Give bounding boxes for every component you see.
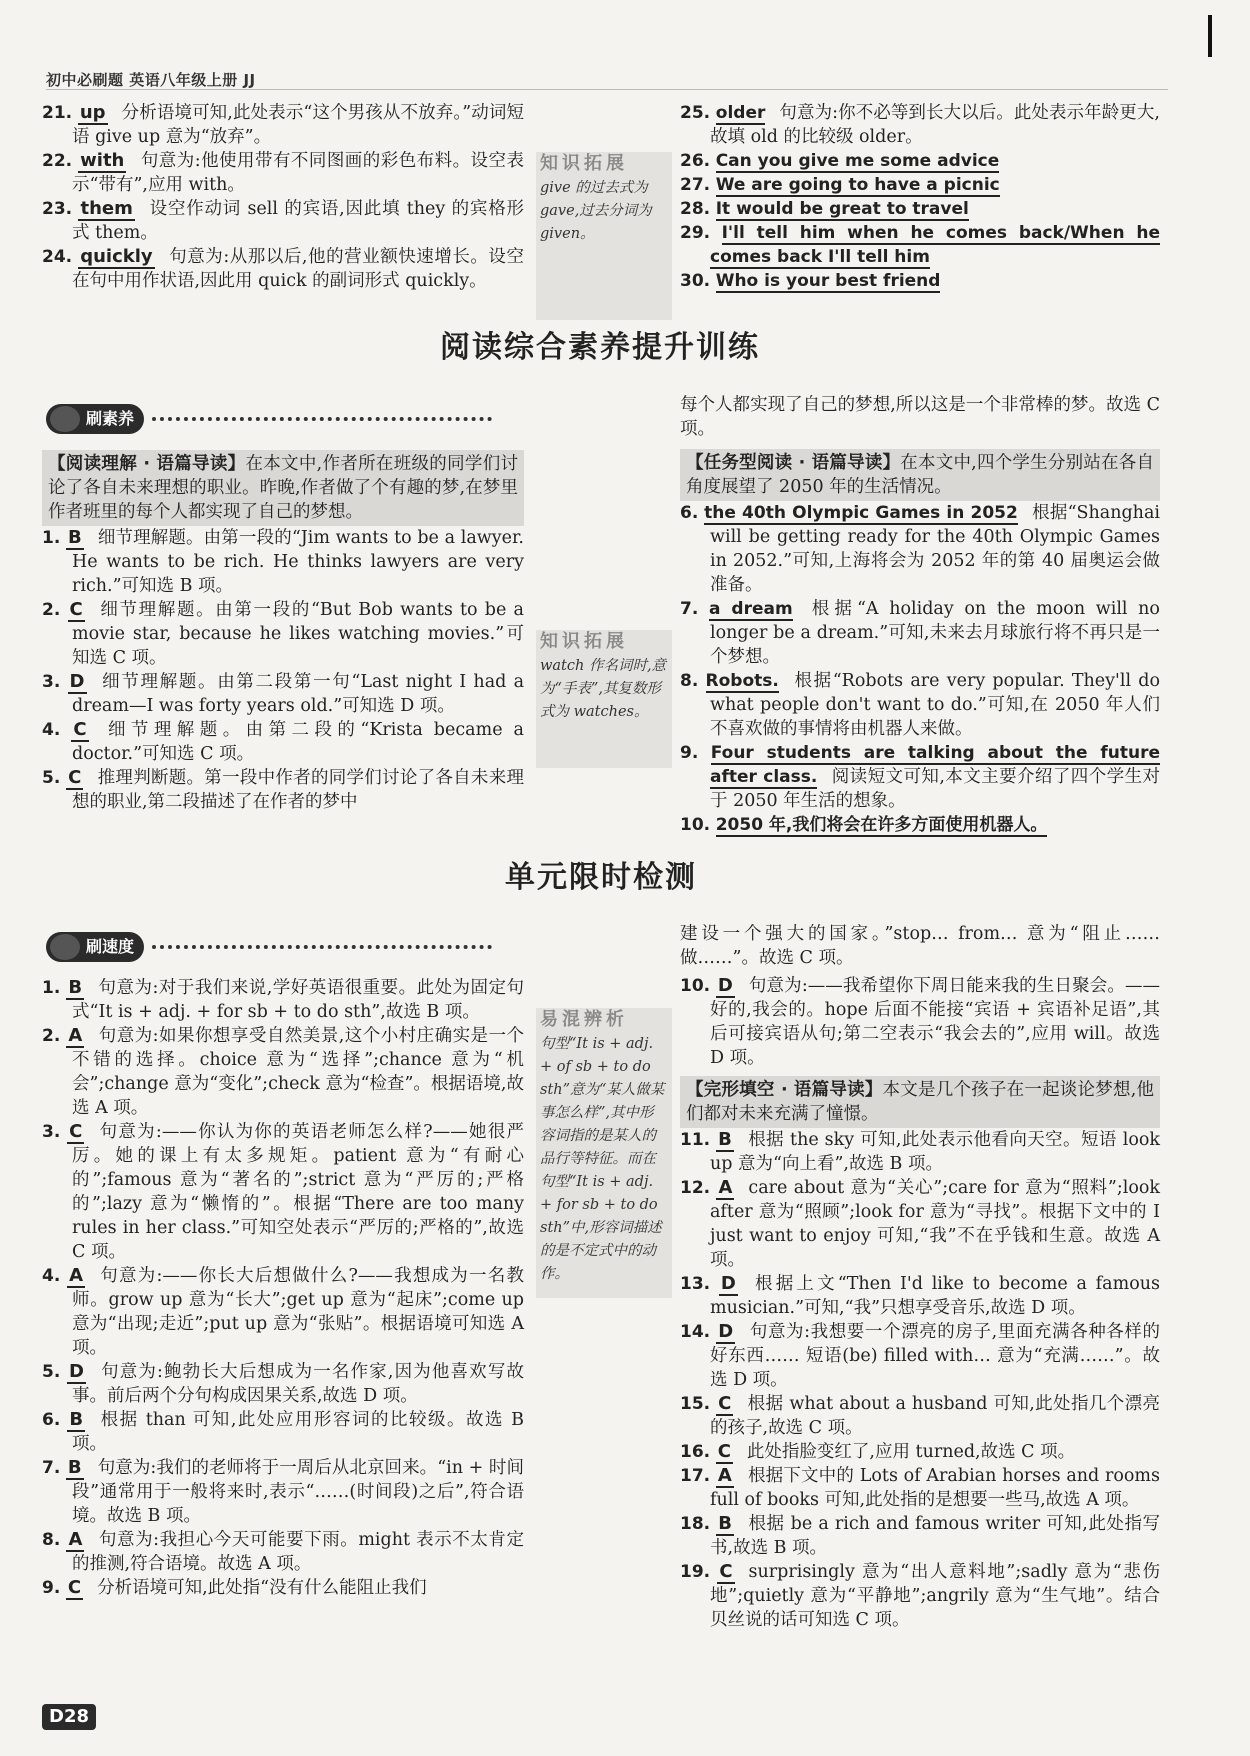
item-number: 10. xyxy=(680,976,711,996)
item-explanation: 句意为:如果你想享受自然美景,这个小村庄确实是一个不错的选择。choice 意为“选择”;chance 意为“机会”;change 意为“变化”;check 意为“检查”。根据语境,故选 A 项。 xyxy=(72,1026,524,1118)
item-answer: C xyxy=(73,719,87,740)
item-answer: B xyxy=(718,1513,732,1534)
answer-item xyxy=(680,1272,1160,1320)
item-number: 28. xyxy=(680,199,711,219)
item-number: 7. xyxy=(680,599,699,619)
reading-guide xyxy=(42,450,524,526)
answer-item xyxy=(680,1176,1160,1272)
page-number: D28 xyxy=(42,1704,96,1730)
side-note-text: watch 作名词时,意为“手表”,其复数形式为 watches。 xyxy=(540,658,667,720)
answer-item xyxy=(42,976,524,1024)
section-title-test: 单元限时检测 xyxy=(505,860,697,895)
item-answer: A xyxy=(68,1529,83,1550)
item-explanation: 句意为:我想要一个漂亮的房子,里面充满各种各样的好东西…… 短语(be) filled with… 意为“充满……”。故选 D 项。 xyxy=(710,1322,1160,1390)
dotted-divider xyxy=(152,417,492,421)
answer-item xyxy=(42,670,524,718)
item-number: 8. xyxy=(42,1530,61,1550)
item-number: 5. xyxy=(42,768,61,788)
corner-mark xyxy=(1208,15,1212,57)
item-answer: B xyxy=(68,977,83,998)
item-answer: D xyxy=(720,1273,736,1294)
answer-item xyxy=(42,1024,524,1120)
item-explanation: 细节理解题。由第二段第一句“Last night I had a dream—I was forty years old.”可知选 D 项。 xyxy=(72,672,524,716)
item-explanation: 句意为:我们的老师将于一周后从北京回来。“in + 时间段”通常用于一般将来时,表示“……(时间段)之后”,符合语境。故选 B 项。 xyxy=(72,1458,524,1526)
answer-item xyxy=(42,1264,524,1360)
item-number: 1. xyxy=(42,528,61,548)
answer-item xyxy=(42,197,524,245)
item-answer: A xyxy=(717,1465,732,1486)
item-explanation: 句意为:你不必等到长大以后。此处表示年龄更大,故填 old 的比较级 older。 xyxy=(710,103,1160,147)
item-number: 1. xyxy=(42,978,61,998)
cloze-guide xyxy=(680,1076,1160,1128)
answer-item xyxy=(42,1456,524,1528)
item-number: 23. xyxy=(42,199,73,219)
reading-right-items xyxy=(680,501,1160,837)
answer-item xyxy=(680,1320,1160,1392)
item-number: 2. xyxy=(42,1026,61,1046)
reading-right-column xyxy=(680,393,1160,837)
item-number: 14. xyxy=(680,1322,711,1342)
badge-reading xyxy=(46,402,492,436)
item-answer: C xyxy=(717,1441,731,1462)
test-right-column xyxy=(680,922,1160,1632)
top-right-column xyxy=(680,101,1160,293)
answer-item xyxy=(680,197,1160,221)
item-explanation: 根据 the sky 可知,此处表示他看向天空。短语 look up 意为“向上看”,故选 B 项。 xyxy=(710,1130,1160,1174)
item-explanation: 推理判断题。第一段中作者的同学们讨论了各自未来理想的职业,第二段描述了在作者的梦中 xyxy=(72,768,524,812)
item-answer: B xyxy=(718,1129,732,1150)
item-answer: B xyxy=(69,1409,84,1430)
item-explanation: 根据“Robots are very popular. They'll do what people don't want to do.”可知,在 2050 年人们不喜欢做的事情将由机器人来做。 xyxy=(710,671,1160,739)
answer-item xyxy=(42,1576,524,1600)
page-header: 初中必刷题 英语八年级上册 JJ xyxy=(46,71,256,89)
item-explanation: 句意为:他使用带有不同图画的彩色布料。设空表示“带有”,应用 with。 xyxy=(72,151,524,195)
item-number: 7. xyxy=(42,1458,61,1478)
item-number: 4. xyxy=(42,720,61,740)
test-left-column xyxy=(42,976,524,1600)
item-answer: C xyxy=(719,1561,733,1582)
answer-item xyxy=(680,501,1160,597)
item-answer: D xyxy=(69,671,85,692)
item-explanation: 句意为:对于我们来说,学好英语很重要。此处为固定句式“It is + adj. + for sb + to do sth”,故选 B 项。 xyxy=(72,978,524,1022)
item-number: 3. xyxy=(42,1122,61,1142)
reading-left-column xyxy=(42,450,524,814)
item-answer: It would be great to travel xyxy=(715,199,969,219)
guide-text: 在本文中,作者所在班级的同学们讨论了各自未来理想的职业。昨晚,作者做了个有趣的梦,在梦里作者班里的每个人都实现了自己的梦想。 xyxy=(48,454,518,522)
item-answer: B xyxy=(67,1457,82,1478)
item-answer: D xyxy=(69,1361,84,1382)
item-explanation: 此处指脸变红了,应用 turned,故选 C 项。 xyxy=(746,1442,1076,1462)
guide-label: 【完形填空 · 语篇导读】 xyxy=(686,1080,883,1100)
item-number: 13. xyxy=(680,1274,711,1294)
item-number: 2. xyxy=(42,600,61,620)
answer-item xyxy=(680,1128,1160,1176)
header-rule xyxy=(46,89,1168,90)
item-number: 6. xyxy=(42,1410,61,1430)
item-number: 27. xyxy=(680,175,711,195)
answer-item xyxy=(42,766,524,814)
item-number: 5. xyxy=(42,1362,61,1382)
item-answer: A xyxy=(68,1025,83,1046)
item-answer: C xyxy=(67,1577,82,1598)
answer-item xyxy=(42,149,524,197)
answer-item xyxy=(680,221,1160,269)
item-explanation: 分析语境可知,此处指“没有什么能阻止我们 xyxy=(97,1578,427,1598)
item-explanation: 细节理解题。由第一段的“Jim wants to be a lawyer. He wants to be rich. He thinks lawyers are very rich.”可知选 B 项。 xyxy=(72,528,524,596)
item-number: 17. xyxy=(680,1466,711,1486)
item-answer: older xyxy=(715,103,766,123)
item-answer: B xyxy=(68,527,82,548)
item-answer: quickly xyxy=(80,246,153,267)
item-number: 16. xyxy=(680,1442,711,1462)
item-number: 11. xyxy=(680,1130,711,1150)
side-note-mid xyxy=(536,630,672,768)
item-number: 29. xyxy=(680,223,711,243)
task-reading-guide xyxy=(680,449,1160,501)
badge-label: 刷素养 xyxy=(86,409,135,428)
item-explanation: 根据 be a rich and famous writer 可知,此处指写书,故选 B 项。 xyxy=(710,1514,1160,1558)
answer-item xyxy=(680,741,1160,813)
item-explanation: 句意为:——你认为你的英语老师怎么样?——她很严厉。她的课上有太多规矩。patient 意为“有耐心的”;famous 意为“著名的”;strict 意为“严厉的;严格的”;lazy 意为“懒惰的”。根据“There are too many rules in her class.”可知空处表示“严厉的;严格的”,故选 C 项。 xyxy=(72,1122,524,1262)
side-note-text: 句型“It is + adj. + of sb + to do sth”意为“某人做某事怎么样”,其中形容词指的是某人的品行等特征。而在句型“It is + adj. + for sb + to do sth”中,形容词描述的是不定式中的动作。 xyxy=(540,1036,665,1282)
item-answer: We are going to have a picnic xyxy=(715,175,1000,195)
item-explanation: 句意为:从那以后,他的营业额快速增长。设空在句中用作状语,因此用 quick 的副词形式 quickly。 xyxy=(72,247,524,291)
item-answer: D xyxy=(717,975,733,996)
item-answer: the 40th Olympic Games in 2052 xyxy=(704,503,1018,523)
side-note-title: 易混辨析 xyxy=(540,1009,628,1030)
item-number: 6. xyxy=(680,503,699,523)
answer-item xyxy=(680,1512,1160,1560)
item-answer: Four students are talking about the future after class. xyxy=(710,743,1160,787)
answer-item xyxy=(680,149,1160,173)
item-explanation: care about 意为“关心”;care for 意为“照料”;look after 意为“照顾”;look for 意为“寻找”。根据下文中的 I just want to enjoy 可知,“我”不在乎钱和生意。故选 A 项。 xyxy=(710,1178,1160,1270)
item-number: 4. xyxy=(42,1266,61,1286)
item-answer: C xyxy=(69,599,83,620)
item-answer: 2050 年,我们将会在许多方面使用机器人。 xyxy=(715,815,1048,835)
item-number: 30. xyxy=(680,271,711,291)
item-answer: Robots. xyxy=(705,671,779,691)
item-explanation: 根据上文“Then I'd like to become a famous musician.”可知,“我”只想享受音乐,故选 D 项。 xyxy=(710,1274,1160,1318)
answer-item xyxy=(42,245,524,293)
answer-item xyxy=(42,101,524,149)
item-number: 22. xyxy=(42,151,73,171)
item-number: 12. xyxy=(680,1178,711,1198)
item-answer: C xyxy=(69,1121,83,1142)
item-number: 3. xyxy=(42,672,61,692)
answer-item xyxy=(680,173,1160,197)
item-explanation: 分析语境可知,此处表示“这个男孩从不放弃。”动词短语 give up 意为“放弃”。 xyxy=(72,103,524,147)
item-answer: C xyxy=(718,1393,732,1414)
item-answer: Can you give me some advice xyxy=(715,151,1000,171)
reading-left-items xyxy=(42,526,524,814)
answer-item xyxy=(680,1464,1160,1512)
item-explanation: 句意为:——我希望你下周日能来我的生日聚会。——好的,我会的。hope 后面不能接“宾语 + 宾语补足语”,其后可接宾语从句;第二空表示“我会去的”,应用 will。故选 D 项。 xyxy=(710,976,1160,1068)
answer-item xyxy=(680,1440,1160,1464)
item-number: 24. xyxy=(42,247,73,267)
item-explanation: 句意为:——你长大后想做什么?——我想成为一名教师。grow up 意为“长大”;get up 意为“起床”;come up 意为“出现;走近”;put up 意为“张贴”。根据语境可知选 A 项。 xyxy=(72,1266,524,1358)
guide-text: 本文是几个孩子在一起谈论梦想,他们都对未来充满了憧憬。 xyxy=(686,1080,1154,1124)
brush-icon xyxy=(48,932,82,962)
item-explanation: 根据 what about a husband 可知,此处指几个漂亮的孩子,故选 C 项。 xyxy=(710,1394,1160,1438)
item-answer: I'll tell him when he comes back/When he comes back I'll tell him xyxy=(710,223,1160,267)
item-explanation: surprisingly 意为“出人意料地”;sadly 意为“悲伤地”;quietly 意为“平静地”;angrily 意为“生气地”。结合贝丝说的话可知选 C 项。 xyxy=(710,1562,1160,1630)
item-number: 19. xyxy=(680,1562,711,1582)
item-answer: Who is your best friend xyxy=(715,271,941,291)
answer-item xyxy=(42,598,524,670)
answer-item xyxy=(680,101,1160,149)
item-number: 8. xyxy=(680,671,699,691)
side-note-bottom xyxy=(536,1008,672,1298)
item-number: 18. xyxy=(680,1514,711,1534)
item-number: 15. xyxy=(680,1394,711,1414)
test-right-items-b xyxy=(680,1128,1160,1632)
item-answer: with xyxy=(80,150,125,171)
side-note-text: give 的过去式为 gave,过去分词为 given。 xyxy=(540,180,652,242)
item-explanation: 细节理解题。由第二段的“Krista became a doctor.”可知选 C 项。 xyxy=(72,720,524,764)
section-title-reading: 阅读综合素养提升训练 xyxy=(440,330,760,365)
answer-item xyxy=(680,974,1160,1070)
item-number: 9. xyxy=(680,743,699,763)
badge-pill xyxy=(46,932,144,962)
item-answer: C xyxy=(68,767,82,788)
guide-label: 【阅读理解 · 语篇导读】 xyxy=(48,454,246,474)
answer-item xyxy=(42,1360,524,1408)
side-note-top xyxy=(536,152,672,320)
answer-item xyxy=(680,597,1160,669)
badge-test xyxy=(46,930,492,964)
item-answer: up xyxy=(79,102,106,123)
item-explanation: 根据“Shanghai will be getting ready for the 40th Olympic Games in 2052.”可知,上海将会为 2052 年的第 40 届奥运会做准备。 xyxy=(710,503,1160,595)
item-explanation: 根据下文中的 Lots of Arabian horses and rooms full of books 可知,此处指的是想要一些马,故选 A 项。 xyxy=(710,1466,1160,1510)
badge-label: 刷速度 xyxy=(86,937,135,956)
answer-item xyxy=(42,526,524,598)
answer-item xyxy=(680,1392,1160,1440)
item-number: 21. xyxy=(42,103,73,123)
answer-item xyxy=(42,718,524,766)
item-number: 25. xyxy=(680,103,711,123)
answer-item xyxy=(680,813,1160,837)
item-answer: D xyxy=(718,1321,734,1342)
item-number: 26. xyxy=(680,151,711,171)
item-explanation: 设空作动词 sell 的宾语,因此填 they 的宾格形式 them。 xyxy=(72,199,524,243)
answer-item xyxy=(680,669,1160,741)
item-explanation: 句意为:我担心今天可能要下雨。might 表示不太肯定的推测,符合语境。故选 A 项。 xyxy=(72,1530,524,1574)
answer-item xyxy=(42,1528,524,1576)
test-right-items-a xyxy=(680,974,1160,1070)
item-answer: them xyxy=(80,198,133,219)
brush-icon xyxy=(48,404,82,434)
item-number: 9. xyxy=(42,1578,61,1598)
answer-item xyxy=(42,1120,524,1264)
item-explanation: 细节理解题。由第一段的“But Bob wants to be a movie star, because he likes watching movies.”可知选 C 项。 xyxy=(72,600,524,668)
badge-pill xyxy=(46,404,144,434)
top-left-column xyxy=(42,101,524,293)
side-note-title: 知识拓展 xyxy=(540,153,628,174)
guide-label: 【任务型阅读 · 语篇导读】 xyxy=(686,453,901,473)
answer-item xyxy=(680,269,1160,293)
item-answer: A xyxy=(718,1177,733,1198)
reading-right-continuation: 每个人都实现了自己的梦想,所以这是一个非常棒的梦。故选 C 项。 xyxy=(680,395,1160,439)
item-explanation: 句意为:鲍勃长大后想成为一名作家,因为他喜欢写故事。前后两个分句构成因果关系,故选 D 项。 xyxy=(72,1362,524,1406)
item-explanation: 阅读短文可知,本文主要介绍了四个学生对于 2050 年生活的想象。 xyxy=(710,767,1160,811)
item-number: 10. xyxy=(680,815,711,835)
guide-text: 在本文中,四个学生分别站在各自角度展望了 2050 年的生活情况。 xyxy=(686,453,1155,497)
answer-item xyxy=(680,1560,1160,1632)
dotted-divider xyxy=(152,945,492,949)
answer-item xyxy=(42,1408,524,1456)
test-right-continuation: 建设一个强大的国家。”stop… from… 意为“阻止……做……”。故选 C 项。 xyxy=(680,924,1160,968)
item-explanation: 根据 than 可知,此处应用形容词的比较级。故选 B 项。 xyxy=(72,1410,524,1454)
side-note-title: 知识拓展 xyxy=(540,631,628,652)
item-explanation: 根据“A holiday on the moon will no longer be a dream.”可知,未来去月球旅行将不再只是一个梦想。 xyxy=(710,599,1160,667)
item-answer: A xyxy=(69,1265,84,1286)
item-answer: a dream xyxy=(708,599,793,619)
